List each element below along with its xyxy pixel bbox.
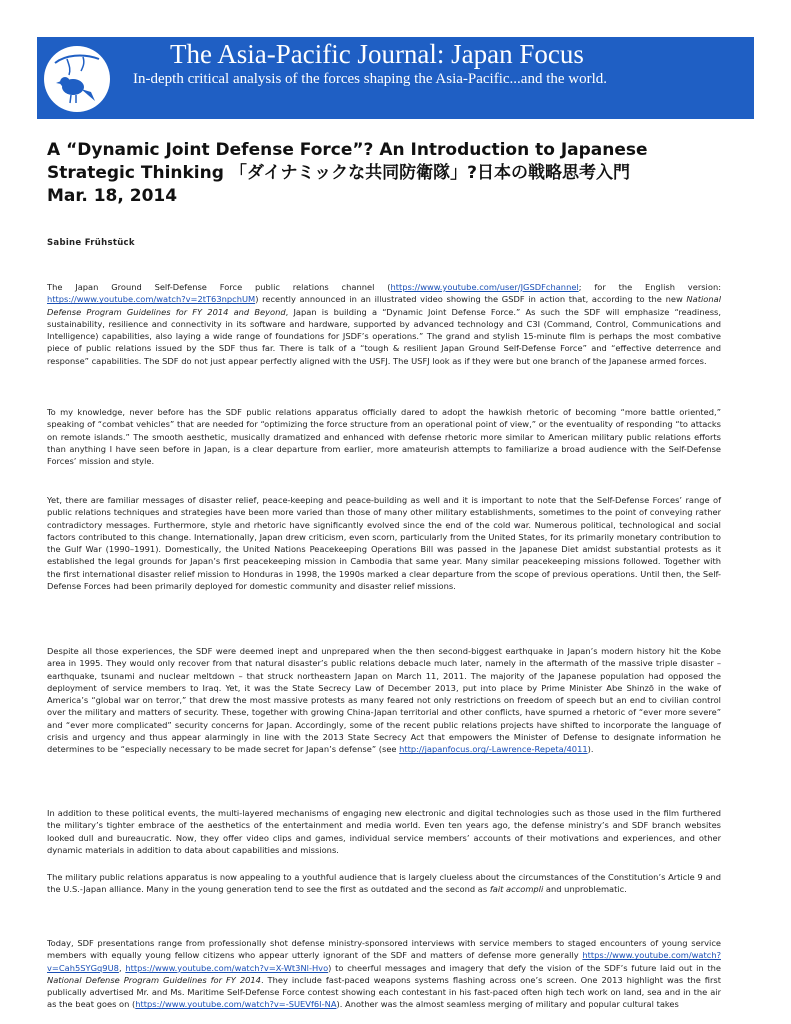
japanfocus-repeta-link[interactable]: http://japanfocus.org/-Lawrence-Repeta/4011: [399, 744, 588, 755]
paragraph-3: Yet, there are familiar messages of disaster relief, peace-keeping and peace-building as well and it is important to note that the Self-Defense Forces’ range of public relations techniques and strategies have been more varied than those of many other military establishments, sometimes to the point of conveying rather contradictory messages. Furthermore, style and rhetoric have significantly evolved since the end of the cold war. Numerous political, technological and social factors contributed to this change. Internationally, Japan drew criticism, even scorn, particularly from the United States, for its primarily monetary contribution to the Gulf War (1990–1991). Domestically, the United Nations Peacekeeping Operations Bill was passed in the Japanese Diet amidst substantial protests as it established the legal grounds for Japan’s first peacekeeping mission in Cambodia that same year. Many similar peacekeeping missions followed. Together with the first international disaster relief mission to Honduras in 1998, the 1990s marked a clear departure from the scope of previous operations. Until then, the Self-Defense Forces had been primarily deployed for domestic community and disaster relief missions.: [47, 495, 721, 592]
article-title: [47, 139, 737, 208]
english-version-link[interactable]: https://www.youtube.com/watch?v=2tT63npchUM: [47, 294, 256, 305]
paragraph-7: Today, SDF presentations range from professionally shot defense ministry-sponsored interviews with service members to staged encounters of young service members with equally young fellow citizens who appear utterly ignorant of the SDF and matters of defense more generally https://www.youtube.com/watch?v=Cah5SYGq9U8, https://www.youtube.com/watch?v=X-Wt3Nl-Hvo) to cheerful messages and imagery that defy the vision of the SDF’s future laid out in the National Defense Program Guidelines for FY 2014. They include fast-paced weapons systems flashing across one’s screen. One 2013 highlight was the first publically advertised Mr. and Ms. Maritime Self-Defense Force contest showing each contestant in his fast-paced often high tech work on land, sea and in the air as the beat goes on (https://www.youtube.com/watch?v=-SUEVf6I-NA). Another was the almost seamless merging of military and popular cultural takes: [47, 938, 721, 1010]
youtube-interview-link-2[interactable]: https://www.youtube.com/watch?v=X-Wt3Nl-Hvo: [125, 962, 329, 973]
paragraph-1: The Japan Ground Self-Defense Force public relations channel (https://www.youtube.com/user/JGSDFchannel; for the English version: https://www.youtube.com/watch?v=2tT63npchUM) recently announced in an illustrated video showing the GSDF in action that, according to the new National Defense Program Guidelines for FY 2014 and Beyond, Japan is building a “Dynamic Joint Defense Force.” As such the SDF will emphasize “readiness, sustainability, resilience and connectivity in its software and hardware, supported by advanced technology and C3I (Command, Control, Communications and Intelligence) capabilities, also laying a wide range of foundations for JSDF’s operations.” The grand and stylish 15-minute film is perhaps the most combative piece of public relations issued by the SDF thus far. There is talk of a “tough & resilient Japan Ground Self-Defense Force” and “effective deterrence and response” capabilities. The SDF do not just appear perfectly aligned with the USFJ. The USFJ look as if they were but one branch of the Japanese armed forces.: [47, 282, 721, 366]
paragraph-5: In addition to these political events, the multi-layered mechanisms of engaging new electronic and digital technologies such as those used in the film furthered the military’s tighter embrace of the aesthetics of the entertainment and media world. Even ten years ago, the defense ministry’s and SDF branch websites looked dull and bureaucratic. Now, they offer video clips and games, individual service members’ accounts of their motivations and experiences, and other dynamic materials in addition to data about capabilities and missions.: [47, 808, 721, 855]
paragraph-6: The military public relations apparatus is now appealing to a youthful audience that is largely clueless about the circumstances of the Constitution’s Article 9 and the U.S.-Japan alliance. Many in the young generation tend to see the first as outdated and the second as fait accompli and unproblematic.: [47, 872, 721, 895]
journal-logo-icon: [43, 45, 111, 113]
article-title-line-1: A “Dynamic Joint Defense Force”? An Introduction to Japanese: [47, 140, 648, 160]
article-title-line-2: Strategic Thinking 「ダイナミックな共同防衛隊」?日本の戦略思考入門: [47, 163, 631, 183]
journal-banner: [37, 37, 754, 119]
journal-tagline: In-depth critical analysis of the forces shaping the Asia-Pacific...and the world.: [133, 71, 608, 87]
journal-title: The Asia-Pacific Journal: Japan Focus: [170, 39, 584, 69]
paragraph-2: To my knowledge, never before has the SDF public relations apparatus officially dared to adopt the hawkish rhetoric of becoming “more battle oriented,” speaking of “combat vehicles” that are needed for “optimizing the force structure from an operational point of view,” or the eventuality of responding “to attacks on remote islands.” The smooth aesthetic, musically dramatized and enhanced with defense rhetoric more similar to American military public relations efforts than anything I have seen before in Japan, is a clear departure from earlier, more amateurish attempts to familiarize a broad audience with the Self-Defense Forces’ mission and style.: [47, 407, 721, 467]
paragraph-4: Despite all those experiences, the SDF were deemed inept and unprepared when the then second-biggest earthquake in Japan’s modern history hit the Kobe area in 1995. They would only recover from that natural disaster’s public relations debacle much later, namely in the aftermath of the massive triple disaster – earthquake, tsunami and nuclear meltdown – that struck northeastern Japan on March 11, 2011. The majority of the Japanese population had opposed the deployment of service members to Iraq. Yet, it was the State Secrecy Law of December 2013, put into place by Prime Minister Abe Shinzō in the wake of America’s “global war on terror,” that drew the most massive protests as many feared not only restrictions on freedom of speech but an end to civilian control over the military and matters of security. These, together with growing China-Japan territorial and other conflicts, have spurned a rhetoric of “ever more severe” and “ever more complicated” security concerns for Japan. Accordingly, some of the recent public relations projects have shifted to incorporate the language of crisis and urgency and thus appear alarmingly in line with the 2013 State Secrecy Act that empowers the Minister of Defense to designate information he determines to be “especially necessary to be made secret for Japan’s defense” (see http://japanfocus.org/-Lawrence-Repeta/4011).: [47, 646, 721, 755]
article-date: Mar. 18, 2014: [47, 186, 178, 206]
jgsdf-channel-link[interactable]: https://www.youtube.com/user/JGSDFchannel: [390, 282, 579, 292]
youtube-interview-link-1[interactable]: https://www.youtube.com/watch?v=Cah5SYGq9U8: [47, 950, 721, 973]
article-author: Sabine Frühstück: [47, 238, 135, 248]
msdf-contest-link[interactable]: https://www.youtube.com/watch?v=-SUEVf6I-NA: [135, 999, 337, 1010]
